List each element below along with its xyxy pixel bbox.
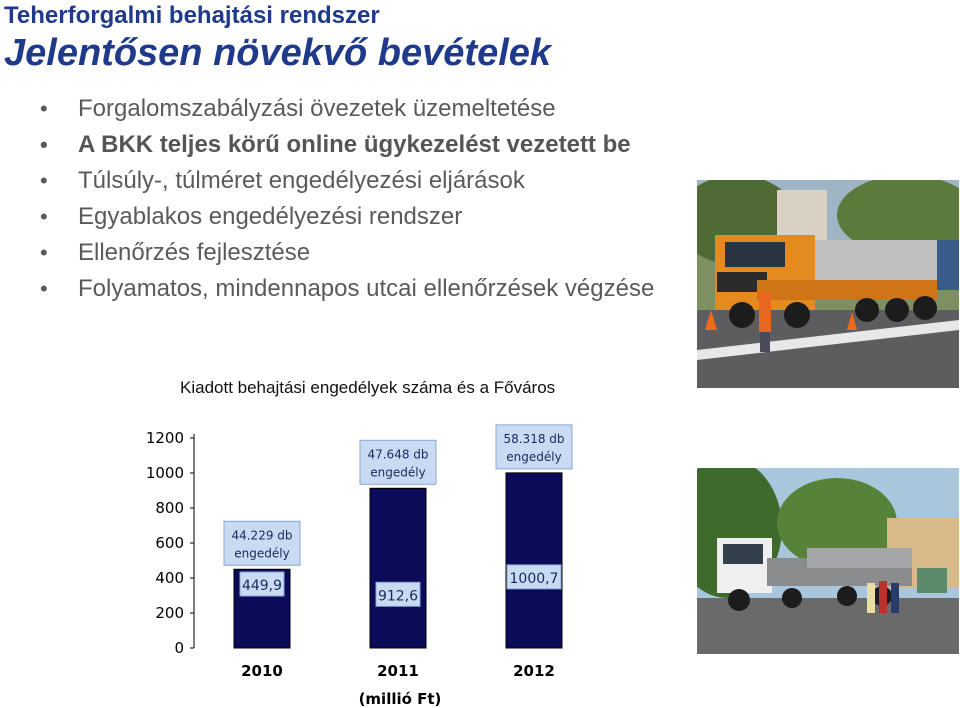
- y-tick-label: 1000: [145, 464, 184, 482]
- permit-label: 58.318 db: [503, 431, 565, 446]
- truck-photo-2: [697, 468, 959, 654]
- bullet-item: • A BKK teljes körű online ügykezelést vezetett be: [40, 130, 660, 160]
- x-axis-label: (millió Ft): [358, 690, 442, 708]
- truck-photo-1: [697, 180, 959, 388]
- bullet-item: • Túlsúly-, túlméret engedélyezési eljárások: [40, 166, 660, 196]
- bar: [506, 473, 562, 648]
- truck-photo-1-image: [697, 180, 959, 388]
- permit-label: 44.229 db: [231, 528, 293, 543]
- value-label: 1000,7: [509, 570, 559, 587]
- heading-main: Jelentősen növekvő bevételek: [4, 32, 552, 74]
- bullet-list: [40, 94, 660, 310]
- y-tick-label: 1200: [145, 429, 184, 447]
- chart-caption: Kiadott behajtási engedélyek száma és a Főváros: [180, 378, 556, 397]
- value-label: 449,9: [241, 578, 283, 594]
- permit-label: engedély: [234, 546, 290, 561]
- bullet-item: • Folyamatos, mindennapos utcai ellenőrzések végzése: [40, 274, 660, 304]
- bullet-item: • Forgalomszabályzási övezetek üzemeltetése: [40, 94, 660, 124]
- y-tick-label: 600: [155, 534, 184, 552]
- x-tick-label: 2012: [513, 662, 555, 680]
- x-tick-label: 2011: [377, 662, 419, 680]
- heading-top: Teherforgalmi behajtási rendszer: [4, 2, 380, 29]
- revenue-bar-chart: [140, 420, 610, 708]
- permit-label: engedély: [370, 465, 426, 480]
- permit-label: 47.648 db: [367, 447, 429, 462]
- x-tick-label: 2010: [241, 662, 283, 680]
- y-tick-label: 0: [174, 639, 184, 657]
- y-tick-label: 400: [155, 569, 184, 587]
- bullet-item: • Ellenőrzés fejlesztése: [40, 238, 660, 268]
- permit-label: engedély: [506, 449, 562, 464]
- y-tick-label: 200: [155, 604, 184, 622]
- truck-photo-2-image: [697, 468, 959, 654]
- value-label: 912,6: [377, 588, 419, 605]
- bullet-item: • Egyablakos engedélyezési rendszer: [40, 202, 660, 232]
- y-tick-label: 800: [155, 499, 184, 517]
- bar: [370, 488, 426, 648]
